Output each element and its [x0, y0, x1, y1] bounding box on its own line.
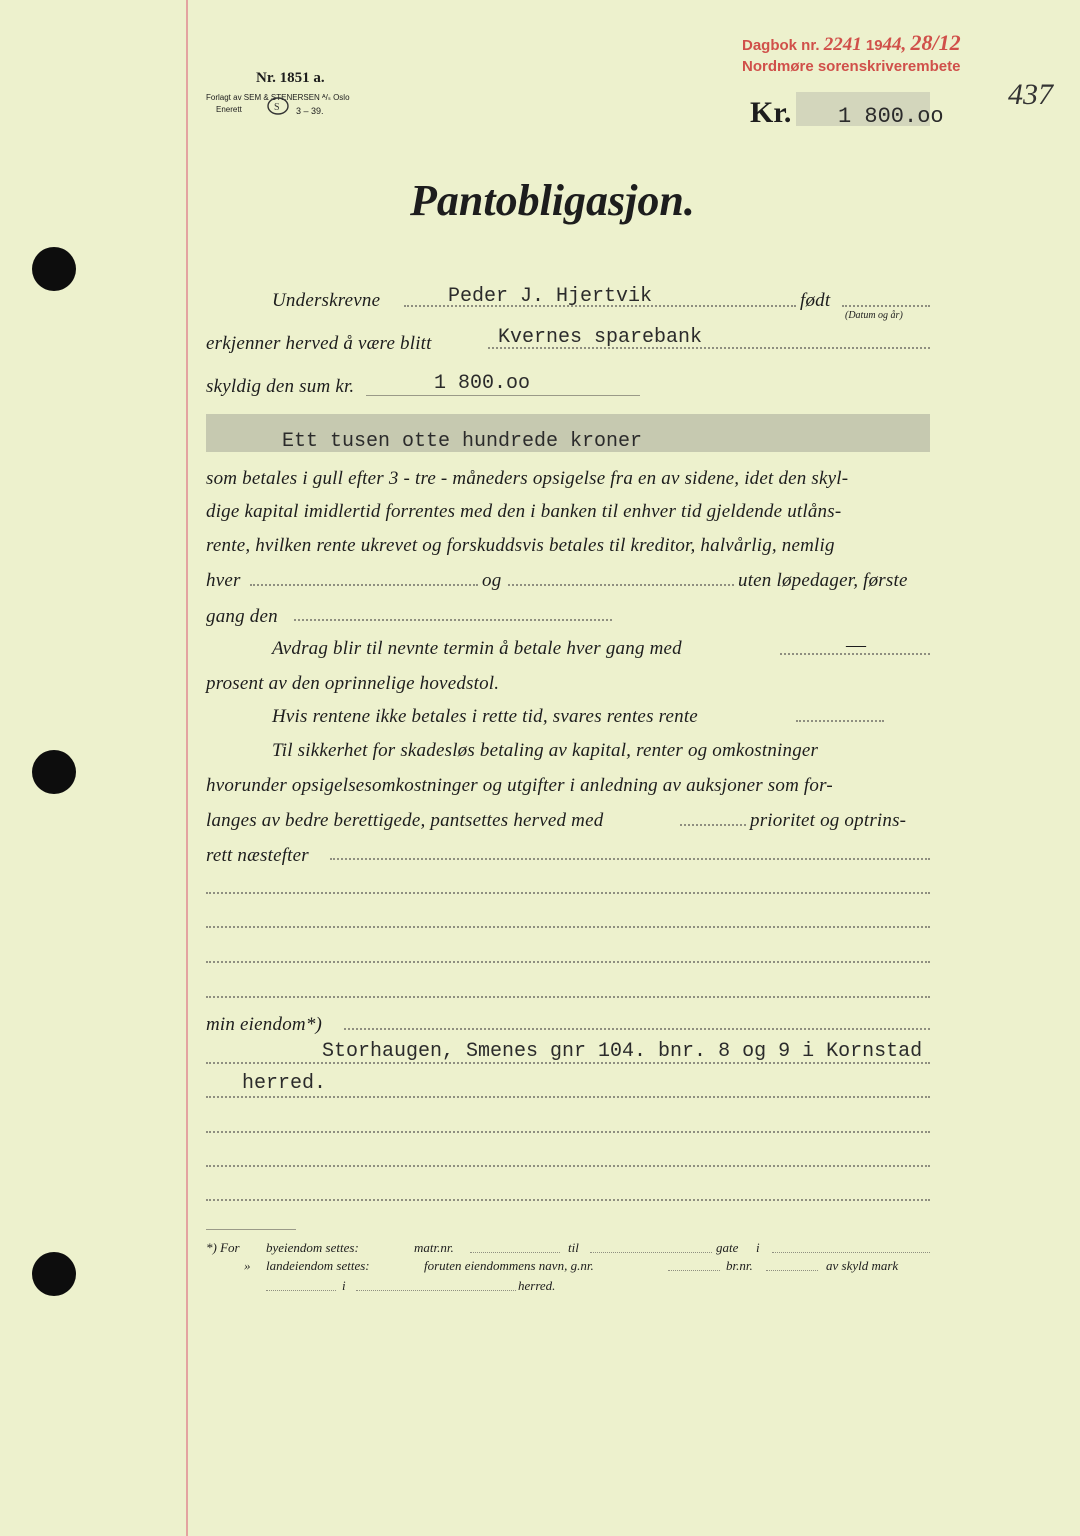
footnote-foruten: foruten eiendommens navn, g.nr.	[424, 1258, 594, 1273]
footnote-br: br.nr.	[726, 1258, 753, 1273]
footnote-landeiendom: landeiendom settes:	[266, 1258, 370, 1273]
gate-line	[772, 1252, 930, 1253]
herred-line	[356, 1290, 516, 1291]
og-line	[508, 584, 734, 586]
blank-line	[206, 996, 930, 998]
body-line-2: dige kapital imidlertid forrentes med den i banken til enhver tid gjeldende utlåns-	[206, 501, 842, 522]
footnote-herred: herred.	[518, 1278, 556, 1293]
stamp-date: 28/12	[910, 30, 961, 55]
page-number: 437	[1008, 78, 1053, 111]
undersigned-label: Underskrevne	[272, 290, 381, 311]
prioritet-line	[680, 824, 746, 826]
hvis-line	[796, 720, 884, 722]
born-label: født	[800, 290, 831, 311]
til-line	[590, 1252, 712, 1253]
og-label: og	[482, 570, 502, 591]
til-line-4: rett næstefter	[206, 845, 309, 866]
punch-hole	[32, 1252, 76, 1296]
uten-label: uten løpedager, første	[738, 570, 908, 591]
footnote-quote: »	[244, 1258, 251, 1273]
footnote-i: i	[756, 1240, 760, 1255]
blank-line	[206, 926, 930, 928]
gang-label: gang den	[206, 606, 278, 627]
footnote-gate: gate	[716, 1240, 739, 1255]
footnote-til: til	[568, 1240, 579, 1255]
blank-line	[206, 1131, 930, 1133]
footnote-rule	[206, 1229, 296, 1230]
footnote-line	[266, 1290, 336, 1291]
footnote-matr: matr.nr.	[414, 1240, 454, 1255]
amount-words: Ett tusen otte hundrede kroner	[282, 430, 643, 453]
blank-line	[206, 892, 930, 894]
stamp-number: 2241	[823, 34, 862, 55]
journal-stamp-line2: Nordmøre sorenskriverembete	[742, 58, 961, 75]
sum-line	[366, 395, 640, 396]
gang-line	[294, 619, 612, 621]
eiendom-line	[344, 1028, 930, 1030]
avdrag-dash: —	[846, 634, 866, 656]
gnr-line	[668, 1270, 720, 1271]
hver-label: hver	[206, 570, 241, 591]
footnote-byeiendom: byeiendom settes:	[266, 1240, 359, 1255]
punch-hole	[32, 247, 76, 291]
eiendom-label: min eiendom*)	[206, 1014, 323, 1035]
blank-line	[206, 1199, 930, 1201]
body-line-1: som betales i gull efter 3 - tre - måneders opsigelse fra en av sidene, idet den skyl-	[206, 468, 849, 489]
property-value-1: Storhaugen, Smenes gnr 104. bnr. 8 og 9 i Kornstad	[322, 1040, 923, 1063]
nastefter-line	[330, 858, 930, 860]
creditor-value: Kvernes sparebank	[498, 326, 703, 349]
til-line-2: hvorunder opsigelsesomkostninger og utgifter i anledning av auksjoner som for-	[206, 775, 833, 796]
til-line-3a: langes av bedre berettigede, pantsettes herved med	[206, 810, 604, 831]
stamp-prefix: Dagbok nr.	[742, 37, 820, 54]
punch-hole	[32, 750, 76, 794]
footnote-skyld: av skyld mark	[826, 1258, 899, 1273]
property-value-2: herred.	[242, 1072, 327, 1095]
publisher-enerett: Enerett	[216, 105, 242, 114]
kr-label: Kr.	[750, 96, 792, 129]
body-line-3: rente, hvilken rente ukrevet og forskuddsvis betales til kreditor, halvårlig, nemlig	[206, 535, 835, 556]
blank-line	[206, 961, 930, 963]
publisher-date: 3 – 39.	[296, 106, 324, 116]
born-hint: (Datum og år)	[845, 310, 903, 321]
svg-text:S: S	[274, 102, 280, 113]
red-margin-line	[186, 0, 188, 1536]
publisher-logo-icon	[266, 96, 290, 116]
hver-line	[250, 584, 478, 586]
brnr-line	[766, 1270, 818, 1271]
creditor-label: erkjenner herved å være blitt	[206, 333, 432, 354]
sum-label: skyldig den sum kr.	[206, 376, 355, 397]
publisher-line: Forlagt av SEM & STENERSEN ᴬ/ₛ Oslo	[206, 93, 350, 102]
footnote-i2: i	[342, 1278, 346, 1293]
document-title: Pantobligasjon.	[410, 176, 695, 225]
prosent-text: prosent av den oprinnelige hovedstol.	[206, 673, 500, 694]
footnote-mark: *) For	[206, 1240, 240, 1255]
stamp-year: 44,	[882, 34, 907, 55]
matr-line	[470, 1252, 560, 1253]
form-number: Nr. 1851 a.	[256, 70, 325, 86]
stamp-year-prefix: 19	[865, 37, 883, 54]
undersigned-value: Peder J. Hjertvik	[448, 285, 653, 308]
journal-stamp-line1	[742, 30, 961, 56]
avdrag-text: Avdrag blir til nevnte termin å betale hver gang med	[272, 638, 682, 659]
til-line-3b: prioritet og optrins-	[750, 810, 907, 831]
sum-value: 1 800.oo	[434, 372, 531, 395]
til-line-1: Til sikkerhet for skadesløs betaling av kapital, renter og omkostninger	[272, 740, 819, 761]
born-line	[842, 305, 930, 307]
blank-line	[206, 1165, 930, 1167]
property-line	[206, 1096, 930, 1098]
hvis-text: Hvis rentene ikke betales i rette tid, svares rentes rente	[272, 706, 698, 727]
kr-amount: 1 800.oo	[838, 104, 944, 129]
